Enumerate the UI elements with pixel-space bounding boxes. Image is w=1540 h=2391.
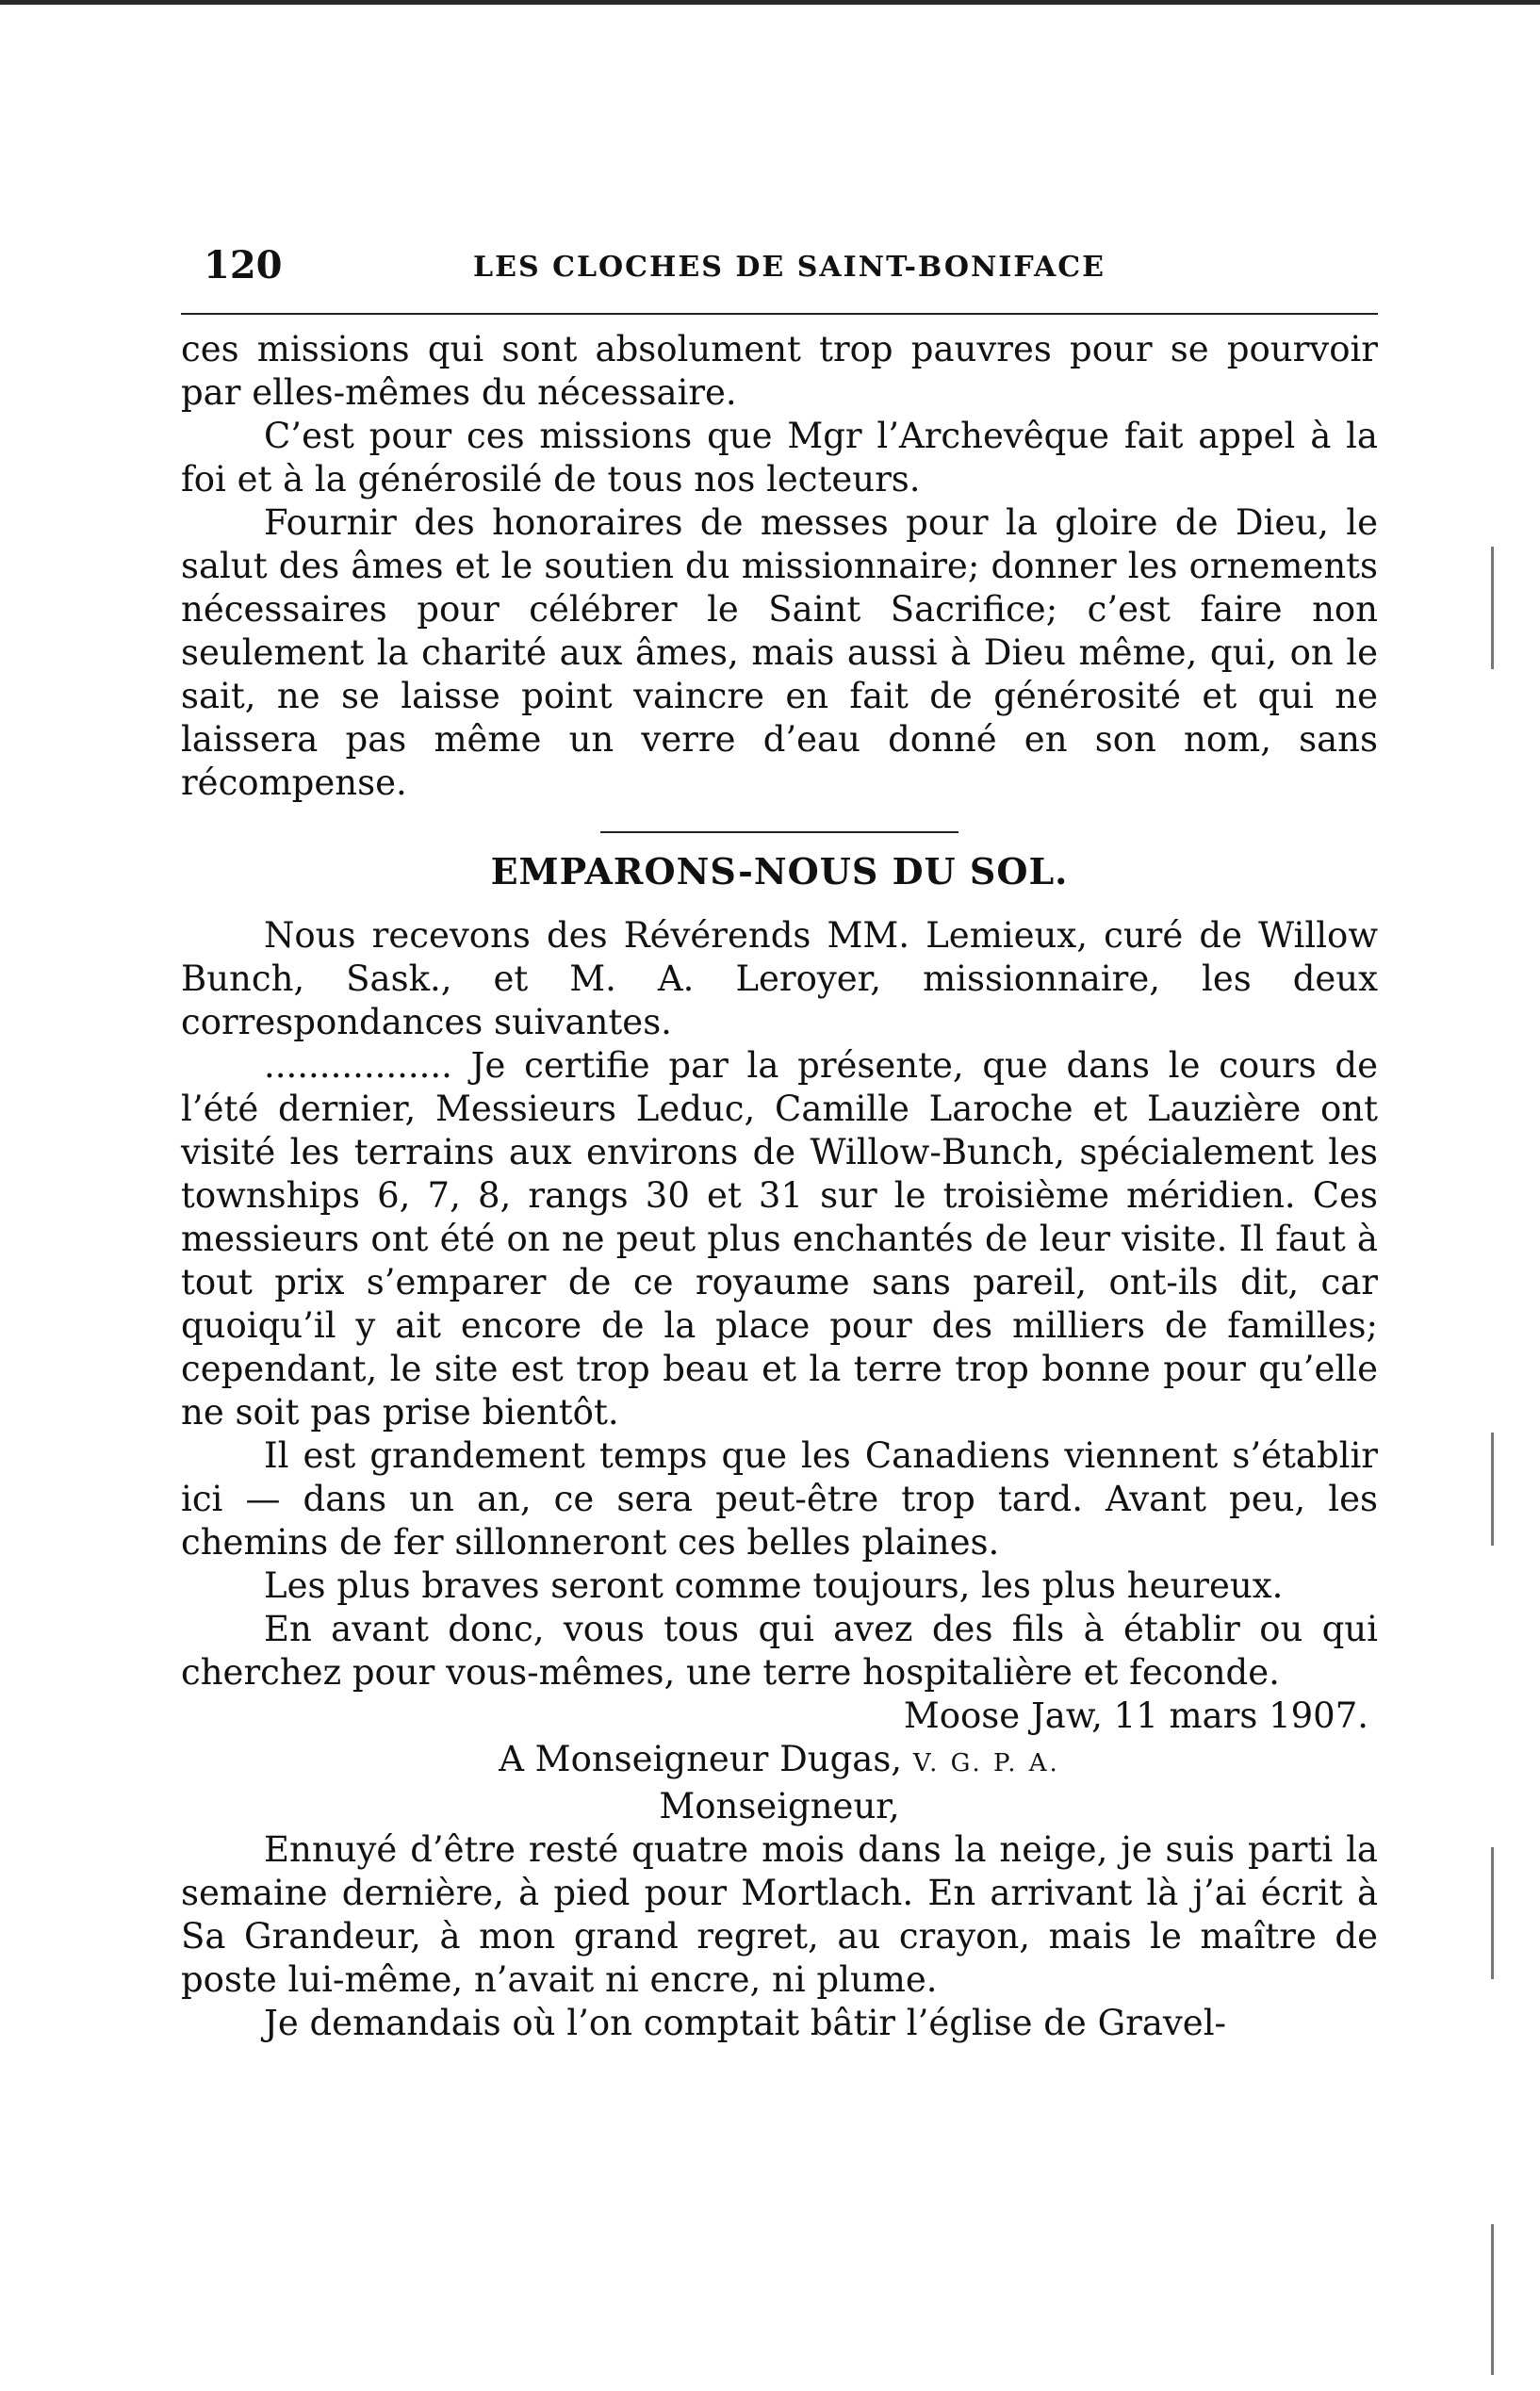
paragraph-letter-two: Ennuyé d’être resté quatre mois dans la neige, je suis parti la semaine dernière, à pied pour Mortlach. En arrivant là j’ai écrit à Sa Grandeur, à mon grand regret, au crayon, mais le maître de poste lui-même, n’avait ni encre, ni plume.: [181, 1829, 1378, 2000]
paragraph-continuation: ces missions qui sont absolument trop pauvres pour se pourvoir par elles-mêmes du nécessaire.: [181, 329, 1378, 413]
margin-mark: [1491, 547, 1494, 669]
margin-mark: [1491, 1847, 1494, 1979]
dateline: Moose Jaw, 11 mars 1907.: [903, 1695, 1368, 1736]
page-top-edge-rule: [0, 0, 1540, 5]
paragraph-letter-one: ................. Je certifie par la présente, que dans le cours de l’été dernier, Messieurs Leduc, Camille Laroche et Lauzière ont visité les terrains aux environs de Willow-Bunch, spécialement les townships 6, 7, 8, rangs 30 et 31 sur le troisième méridien. Ces messieurs ont été on ne peut plus enchantés de leur visite. Il faut à tout prix s’emparer de ce royaume sans pareil, ont-ils dit, car quoiqu’il y ait encore de la place pour des milliers de familles; cependant, le site est trop beau et la terre trop bonne pour qu’elle ne soit pas prise bientôt.: [181, 1045, 1378, 1433]
margin-mark: [1491, 2224, 1494, 2375]
running-head: [181, 226, 1378, 294]
address-honor: V. G. P. A.: [912, 1749, 1060, 1777]
address-name: A Monseigneur Dugas,: [499, 1739, 903, 1779]
running-title: LES CLOCHES DE SAINT-BONIFACE: [473, 251, 1106, 284]
margin-mark: [1491, 1433, 1494, 1546]
paragraph-urgency: Il est grandement temps que les Canadiens viennent s’établir ici — dans un an, ce sera peut-être trop tard. Avant peu, les chemins de fer sillonneront ces belles plaines.: [181, 1435, 1378, 1563]
section-title: EMPARONS-NOUS DU SOL.: [490, 850, 1069, 893]
paragraph-exhortation: En avant donc, vous tous qui avez des fils à établir ou qui cherchez pour vous-mêmes, une terre hospitalière et feconde.: [181, 1609, 1378, 1693]
paragraph-honoraires: Fournir des honoraires de messes pour la gloire de Dieu, le salut des âmes et le soutien du missionnaire; donner les ornements nécessaires pour célébrer le Saint Sacrifice; c’est faire non seulement la charité aux âmes, mais aussi à Dieu même, qui, on le sait, ne se laisse point vaincre en fait de générosité et qui ne laissera pas même un verre d’eau donné en son nom, sans récompense.: [181, 502, 1378, 803]
book-page: [181, 226, 1378, 2043]
header-rule: [181, 313, 1378, 315]
section-divider: [600, 831, 958, 833]
paragraph-gravelbourg: Je demandais où l’on comptait bâtir l’église de Gravel-: [264, 2003, 1227, 2043]
page-number: 120: [204, 243, 283, 287]
body-text: [181, 328, 1378, 2045]
salutation: Monseigneur,: [659, 1786, 900, 1826]
paragraph-braves: Les plus braves seront comme toujours, les plus heureux.: [264, 1565, 1284, 1606]
paragraph-appeal: C’est pour ces missions que Mgr l’Archevêque fait appel à la foi et à la générosilé de tous nos lecteurs.: [181, 416, 1378, 499]
paragraph-intro: Nous recevons des Révérends MM. Lemieux, curé de Willow Bunch, Sask., et M. A. Leroyer, missionnaire, les deux correspondances suivantes.: [181, 915, 1378, 1042]
letter-address: [181, 1738, 1378, 1785]
